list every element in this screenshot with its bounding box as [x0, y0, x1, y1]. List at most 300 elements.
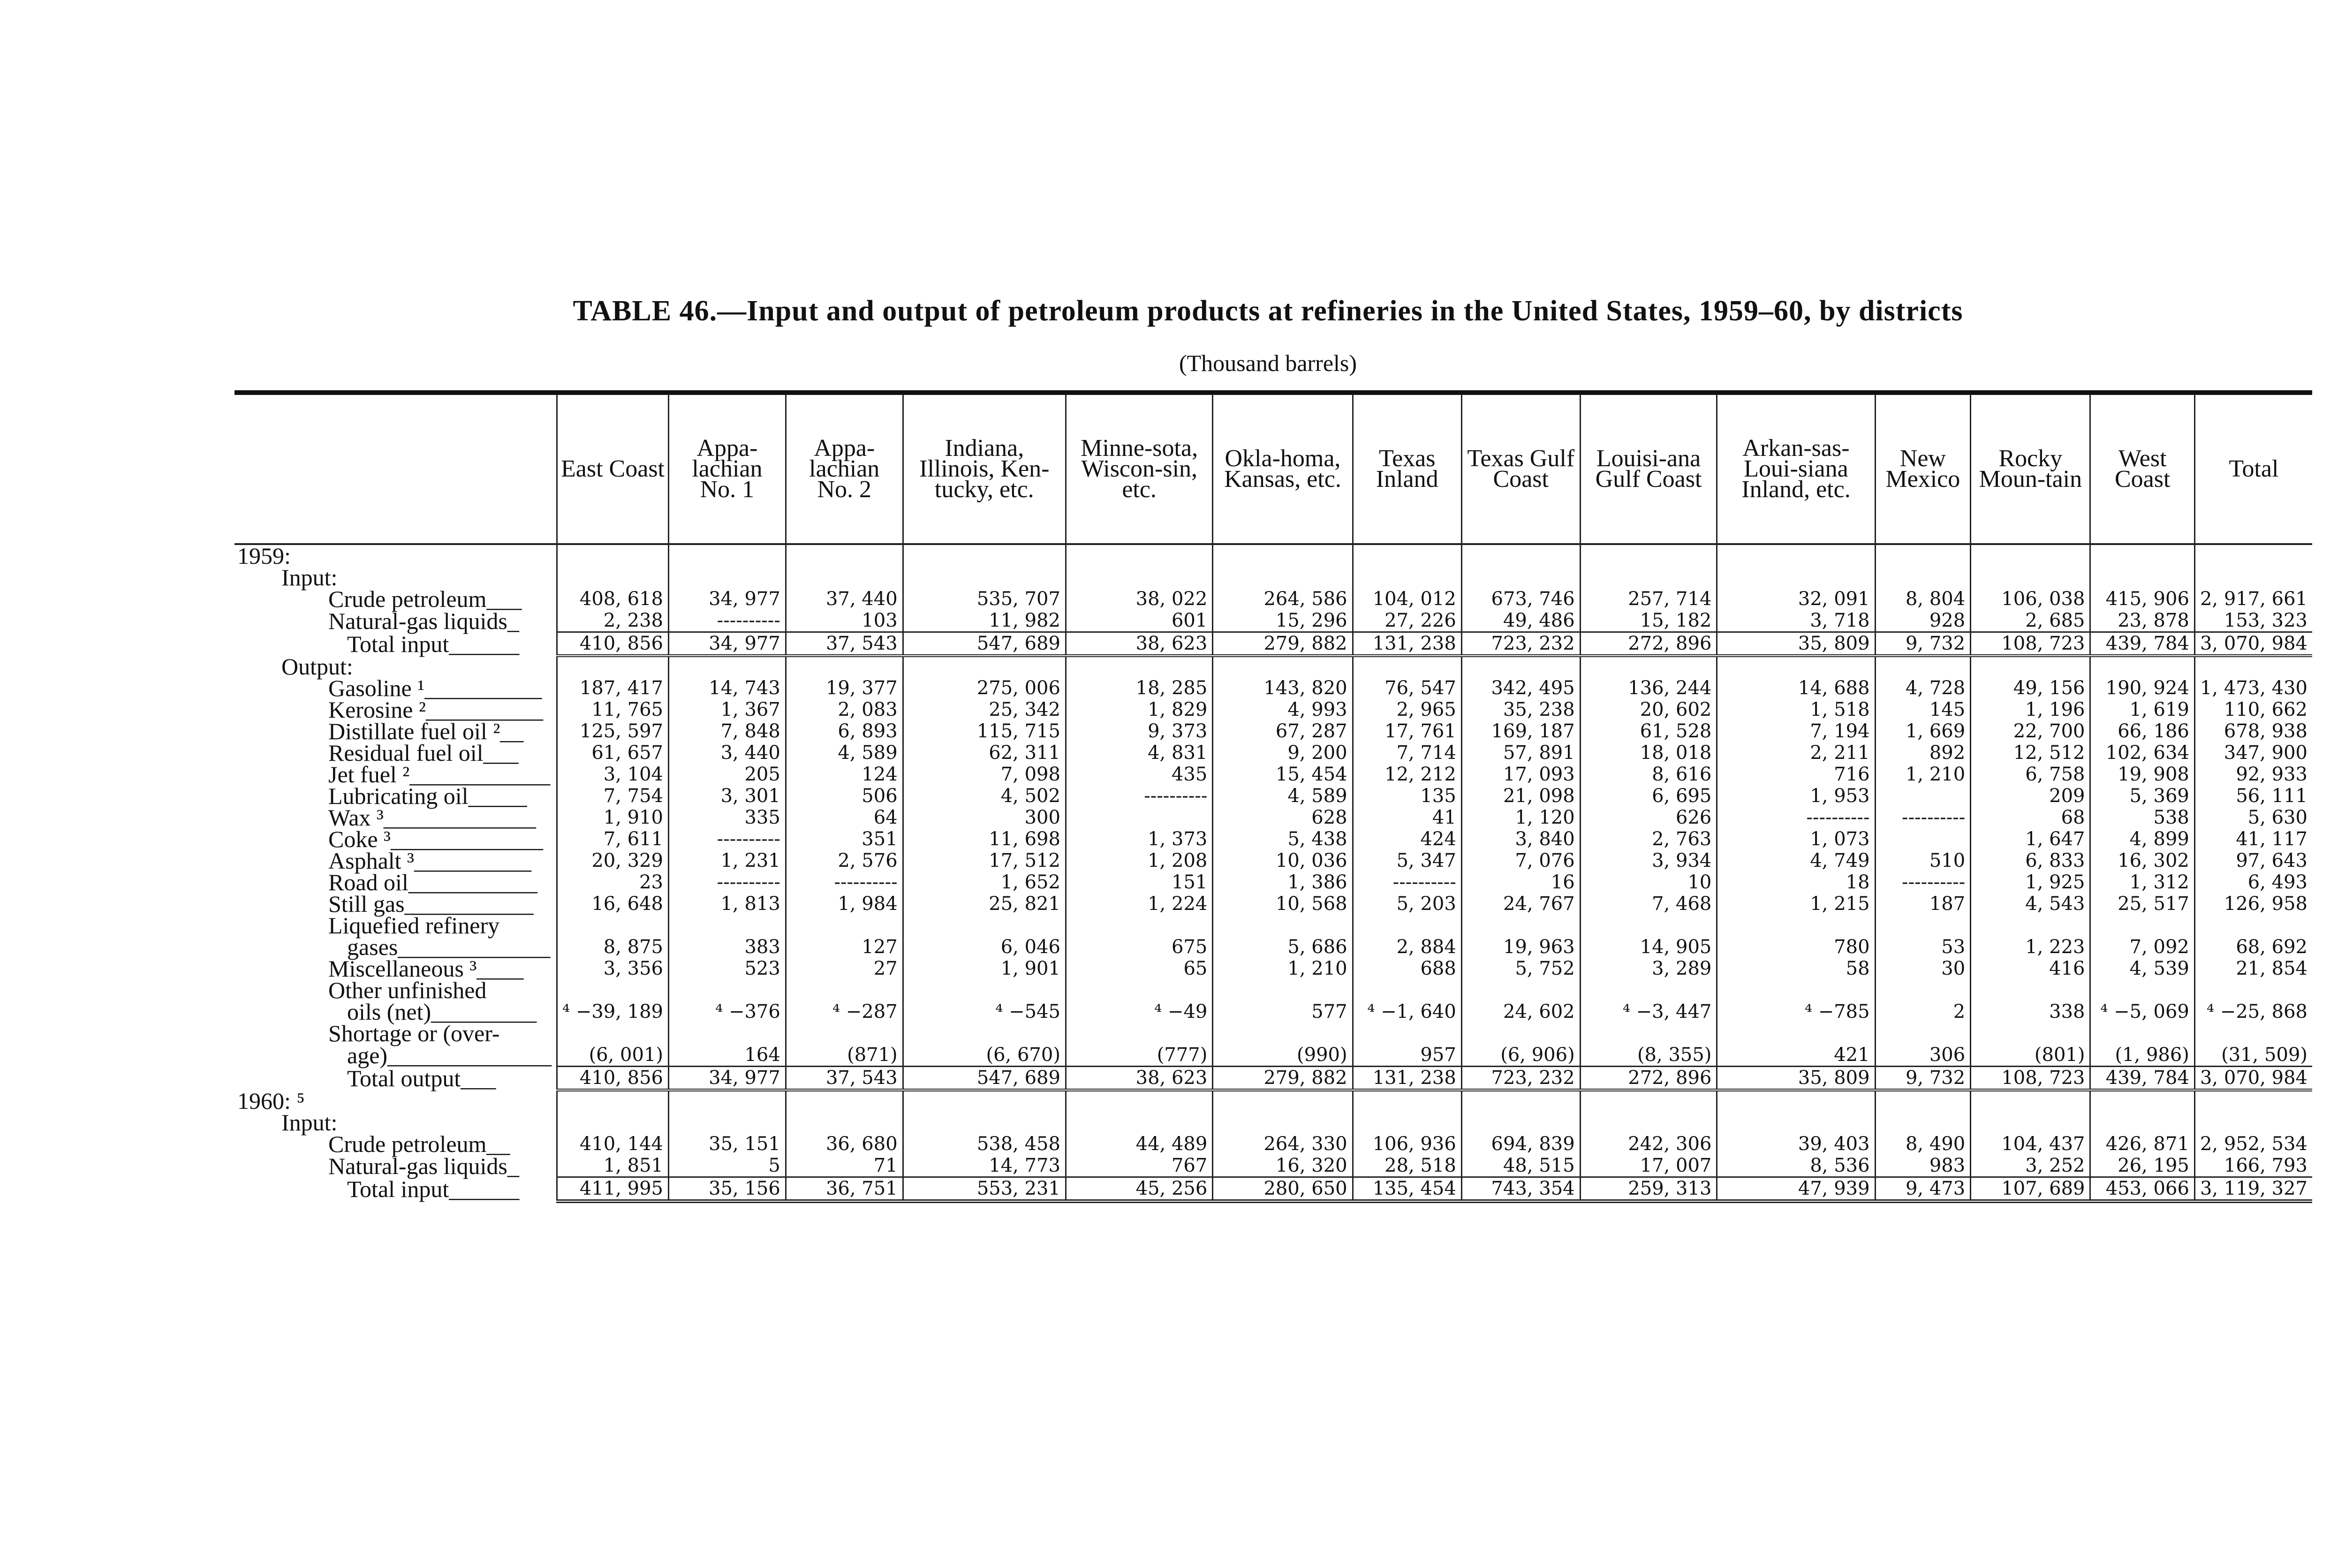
row-label: gases_____________ — [347, 934, 551, 960]
table-row — [234, 764, 2312, 785]
cell-value: 3, 070, 984 — [2194, 632, 2312, 656]
table-row — [234, 588, 2312, 610]
cell-value — [1461, 1090, 1580, 1112]
cell-value: 15, 296 — [1213, 610, 1353, 632]
cell-value: 7, 468 — [1580, 893, 1717, 915]
cell-value: 2, 083 — [786, 699, 903, 720]
cell-value — [786, 1023, 903, 1044]
cell-value — [1213, 915, 1353, 936]
cell-value: 264, 330 — [1213, 1133, 1353, 1155]
cell-value: 535, 707 — [903, 588, 1066, 610]
cell-value — [1875, 785, 1971, 807]
cell-value: ⁴ −785 — [1717, 1001, 1875, 1023]
cell-value: 2, 763 — [1580, 828, 1717, 850]
row-label: Liquefied refinery — [328, 912, 500, 939]
cell-value — [786, 656, 903, 677]
cell-value: 15, 182 — [1580, 610, 1717, 632]
row-label: Still gas___________ — [328, 891, 534, 917]
cell-value: 9, 373 — [1066, 720, 1212, 742]
cell-value: 2, 917, 661 — [2194, 588, 2312, 610]
cell-value: 510 — [1875, 850, 1971, 871]
cell-value: 410, 856 — [557, 1067, 669, 1091]
cell-value: 426, 871 — [2090, 1133, 2194, 1155]
table-row — [234, 1090, 2312, 1112]
cell-value: 16 — [1461, 871, 1580, 893]
cell-value: 411, 995 — [557, 1177, 669, 1202]
cell-value: 10 — [1580, 871, 1717, 893]
cell-value: 1, 813 — [669, 893, 786, 915]
cell-value: 2, 576 — [786, 850, 903, 871]
cell-value: 1, 652 — [903, 871, 1066, 893]
cell-value: 439, 784 — [2090, 1067, 2194, 1091]
table-header — [234, 393, 2312, 544]
table-row — [234, 871, 2312, 893]
cell-value: 66, 186 — [2090, 720, 2194, 742]
cell-value: 410, 856 — [557, 632, 669, 656]
cell-value: 205 — [669, 764, 786, 785]
cell-value: ⁴ −5, 069 — [2090, 1001, 2194, 1023]
cell-value: 1, 215 — [1717, 893, 1875, 915]
cell-value — [669, 1112, 786, 1133]
cell-value: 131, 238 — [1353, 1067, 1461, 1091]
cell-value: 65 — [1066, 958, 1212, 979]
cell-value — [669, 656, 786, 677]
cell-value: 12, 212 — [1353, 764, 1461, 785]
row-label: Asphalt ³__________ — [328, 848, 532, 874]
cell-value — [1875, 544, 1971, 567]
cell-value — [1066, 979, 1212, 1001]
table-row — [234, 979, 2312, 1001]
row-label: Shortage or (over- — [328, 1020, 500, 1046]
row-label: 1959: — [237, 543, 291, 569]
cell-value — [1971, 1090, 2090, 1112]
cell-value: 76, 547 — [1353, 677, 1461, 699]
cell-value — [557, 1112, 669, 1133]
cell-value: 1, 647 — [1971, 828, 2090, 850]
cell-value: 19, 963 — [1461, 936, 1580, 958]
header-stub — [234, 393, 557, 544]
cell-value: 300 — [903, 807, 1066, 828]
cell-value: 983 — [1875, 1155, 1971, 1177]
column-header: Total — [2194, 393, 2312, 544]
cell-value — [669, 567, 786, 588]
table-row — [234, 850, 2312, 871]
cell-value — [1717, 567, 1875, 588]
cell-value: 153, 323 — [2194, 610, 2312, 632]
row-label: Natural-gas liquids_ — [328, 1152, 519, 1179]
cell-value: 125, 597 — [557, 720, 669, 742]
cell-value: 11, 698 — [903, 828, 1066, 850]
column-header: East Coast — [557, 393, 669, 544]
cell-value: 342, 495 — [1461, 677, 1580, 699]
cell-value — [2090, 656, 2194, 677]
cell-value: 135, 454 — [1353, 1177, 1461, 1202]
cell-value: 957 — [1353, 1044, 1461, 1067]
cell-value: 30 — [1875, 958, 1971, 979]
cell-value: 3, 119, 327 — [2194, 1177, 2312, 1202]
cell-value: 1, 984 — [786, 893, 903, 915]
cell-value: 1, 953 — [1717, 785, 1875, 807]
cell-value — [903, 979, 1066, 1001]
row-label: Total output___ — [347, 1065, 496, 1091]
cell-value: 14, 743 — [669, 677, 786, 699]
cell-value: 675 — [1066, 936, 1212, 958]
cell-value: 35, 809 — [1717, 632, 1875, 656]
cell-value — [1580, 915, 1717, 936]
cell-value: 209 — [1971, 785, 2090, 807]
cell-value: 453, 066 — [2090, 1177, 2194, 1202]
cell-value — [903, 915, 1066, 936]
cell-value: 275, 006 — [903, 677, 1066, 699]
cell-value — [1353, 656, 1461, 677]
row-label: Kerosine ²__________ — [328, 697, 543, 723]
cell-value — [2194, 979, 2312, 1001]
cell-value: 124 — [786, 764, 903, 785]
cell-value: 410, 144 — [557, 1133, 669, 1155]
cell-value: 136, 244 — [1580, 677, 1717, 699]
cell-value — [1353, 544, 1461, 567]
cell-value: 628 — [1213, 807, 1353, 828]
cell-value: 6, 493 — [2194, 871, 2312, 893]
cell-value: 1, 210 — [1875, 764, 1971, 785]
cell-value: 626 — [1580, 807, 1717, 828]
cell-value: 36, 751 — [786, 1177, 903, 1202]
cell-value — [1461, 979, 1580, 1001]
cell-value — [2194, 1090, 2312, 1112]
cell-value — [2090, 1023, 2194, 1044]
cell-value: 5, 630 — [2194, 807, 2312, 828]
column-header: Indiana, Illinois, Ken-tucky, etc. — [903, 393, 1066, 544]
table-title: TABLE 46.—Input and output of petroleum products at refineries in the United States, 1959–60, by districts — [573, 295, 1963, 327]
cell-value: 7, 714 — [1353, 742, 1461, 764]
cell-value: 7, 848 — [669, 720, 786, 742]
row-label: Wax ³_____________ — [328, 804, 536, 831]
cell-value: 383 — [669, 936, 786, 958]
cell-value: 39, 403 — [1717, 1133, 1875, 1155]
cell-value: 8, 490 — [1875, 1133, 1971, 1155]
cell-value: 4, 728 — [1875, 677, 1971, 699]
cell-value: 49, 486 — [1461, 610, 1580, 632]
cell-value — [1971, 567, 2090, 588]
row-label: Crude petroleum__ — [328, 1131, 510, 1157]
cell-value: 3, 934 — [1580, 850, 1717, 871]
cell-value: 1, 210 — [1213, 958, 1353, 979]
row-label: Jet fuel ²____________ — [328, 761, 551, 788]
cell-value: ---------- — [669, 610, 786, 632]
cell-value — [786, 567, 903, 588]
cell-value: 3, 289 — [1580, 958, 1717, 979]
cell-value: 110, 662 — [2194, 699, 2312, 720]
cell-value: 1, 208 — [1066, 850, 1212, 871]
cell-value: 187 — [1875, 893, 1971, 915]
cell-value: 8, 616 — [1580, 764, 1717, 785]
cell-value — [1580, 979, 1717, 1001]
cell-value: 64 — [786, 807, 903, 828]
cell-value: 190, 924 — [2090, 677, 2194, 699]
cell-value — [669, 1090, 786, 1112]
table-subtitle: (Thousand barrels) — [1179, 350, 1357, 376]
cell-value: 17, 093 — [1461, 764, 1580, 785]
column-header: Appa-lachian No. 1 — [669, 393, 786, 544]
cell-value: 107, 689 — [1971, 1177, 2090, 1202]
cell-value: 34, 977 — [669, 1067, 786, 1091]
cell-value: 421 — [1717, 1044, 1875, 1067]
row-label: oils (net)_________ — [347, 999, 537, 1025]
cell-value: 67, 287 — [1213, 720, 1353, 742]
cell-value — [1580, 656, 1717, 677]
column-header: West Coast — [2090, 393, 2194, 544]
cell-value: 71 — [786, 1155, 903, 1177]
cell-value: 108, 723 — [1971, 632, 2090, 656]
table-body — [234, 544, 2312, 1201]
cell-value: 9, 732 — [1875, 1067, 1971, 1091]
cell-value: 127 — [786, 936, 903, 958]
cell-value — [1353, 1090, 1461, 1112]
cell-value — [903, 656, 1066, 677]
cell-value — [1066, 1090, 1212, 1112]
cell-value: 1, 073 — [1717, 828, 1875, 850]
cell-value — [1971, 915, 2090, 936]
cell-value: 1, 910 — [557, 807, 669, 828]
cell-value — [1875, 656, 1971, 677]
cell-value — [669, 544, 786, 567]
cell-value: 743, 354 — [1461, 1177, 1580, 1202]
cell-value — [557, 1023, 669, 1044]
table-row — [234, 1177, 2312, 1202]
cell-value — [557, 656, 669, 677]
cell-value: (8, 355) — [1580, 1044, 1717, 1067]
cell-value: 1, 373 — [1066, 828, 1212, 850]
cell-value: 1, 518 — [1717, 699, 1875, 720]
cell-value — [1580, 567, 1717, 588]
table-row — [234, 1001, 2312, 1023]
cell-value: 5, 347 — [1353, 850, 1461, 871]
cell-value: 338 — [1971, 1001, 2090, 1023]
table-row — [234, 1112, 2312, 1133]
cell-value: 35, 151 — [669, 1133, 786, 1155]
cell-value: 5 — [669, 1155, 786, 1177]
table-row — [234, 699, 2312, 720]
cell-value: 49, 156 — [1971, 677, 2090, 699]
cell-value — [1875, 1112, 1971, 1133]
cell-value: 547, 689 — [903, 1067, 1066, 1091]
cell-value: 408, 618 — [557, 588, 669, 610]
cell-value: 279, 882 — [1213, 1067, 1353, 1091]
row-label: Road oil___________ — [328, 869, 537, 895]
cell-value — [786, 1090, 903, 1112]
cell-value — [1353, 979, 1461, 1001]
cell-value: 34, 977 — [669, 632, 786, 656]
cell-value: 4, 589 — [786, 742, 903, 764]
cell-value: 4, 831 — [1066, 742, 1212, 764]
cell-value: 1, 224 — [1066, 893, 1212, 915]
cell-value — [1971, 544, 2090, 567]
cell-value: 2, 965 — [1353, 699, 1461, 720]
table-row — [234, 893, 2312, 915]
cell-value: 259, 313 — [1580, 1177, 1717, 1202]
table-row — [234, 785, 2312, 807]
cell-value: 35, 238 — [1461, 699, 1580, 720]
column-header: Texas Inland — [1353, 393, 1461, 544]
cell-value — [1461, 1112, 1580, 1133]
cell-value: (6, 001) — [557, 1044, 669, 1067]
cell-value: 15, 454 — [1213, 764, 1353, 785]
cell-value: 58 — [1717, 958, 1875, 979]
cell-value: 577 — [1213, 1001, 1353, 1023]
cell-value — [2194, 544, 2312, 567]
column-header: Appa-lachian No. 2 — [786, 393, 903, 544]
cell-value — [1353, 567, 1461, 588]
cell-value: 439, 784 — [2090, 632, 2194, 656]
cell-value: 16, 302 — [2090, 850, 2194, 871]
cell-value: 279, 882 — [1213, 632, 1353, 656]
cell-value — [1717, 544, 1875, 567]
cell-value: (871) — [786, 1044, 903, 1067]
cell-value: 547, 689 — [903, 632, 1066, 656]
cell-value: 6, 695 — [1580, 785, 1717, 807]
cell-value: 97, 643 — [2194, 850, 2312, 871]
row-label: Other unfinished — [328, 977, 487, 1003]
cell-value: 36, 680 — [786, 1133, 903, 1155]
cell-value: 16, 648 — [557, 893, 669, 915]
cell-value — [903, 1023, 1066, 1044]
cell-value: 694, 839 — [1461, 1133, 1580, 1155]
cell-value: 14, 773 — [903, 1155, 1066, 1177]
cell-value: 553, 231 — [903, 1177, 1066, 1202]
cell-value: 4, 539 — [2090, 958, 2194, 979]
cell-value: 25, 821 — [903, 893, 1066, 915]
cell-value: 38, 022 — [1066, 588, 1212, 610]
row-label: Crude petroleum___ — [328, 586, 522, 612]
cell-value — [1875, 915, 1971, 936]
cell-value: 335 — [669, 807, 786, 828]
cell-value: ---------- — [1875, 871, 1971, 893]
cell-value — [669, 1023, 786, 1044]
cell-value — [786, 544, 903, 567]
cell-value: 11, 982 — [903, 610, 1066, 632]
cell-value: 1, 367 — [669, 699, 786, 720]
cell-value: 688 — [1353, 958, 1461, 979]
cell-value: 37, 543 — [786, 1067, 903, 1091]
cell-value: 1, 669 — [1875, 720, 1971, 742]
cell-value: 41 — [1353, 807, 1461, 828]
cell-value — [1717, 1112, 1875, 1133]
cell-value — [2194, 1112, 2312, 1133]
cell-value: 143, 820 — [1213, 677, 1353, 699]
cell-value: 1, 829 — [1066, 699, 1212, 720]
cell-value: 3, 718 — [1717, 610, 1875, 632]
cell-value — [2194, 1023, 2312, 1044]
cell-value: 41, 117 — [2194, 828, 2312, 850]
table-row — [234, 1155, 2312, 1177]
cell-value: ⁴ −287 — [786, 1001, 903, 1023]
cell-value — [1213, 544, 1353, 567]
row-label: Natural-gas liquids_ — [328, 607, 519, 634]
cell-value: (31, 509) — [2194, 1044, 2312, 1067]
cell-value: 106, 038 — [1971, 588, 2090, 610]
row-label: Lubricating oil_____ — [328, 783, 527, 809]
cell-value: 19, 377 — [786, 677, 903, 699]
row-label: Coke ³_____________ — [328, 826, 544, 852]
cell-value — [1875, 1023, 1971, 1044]
cell-value: 108, 723 — [1971, 1067, 2090, 1091]
cell-value — [903, 1090, 1066, 1112]
row-label: Input: — [281, 1109, 338, 1136]
cell-value: 103 — [786, 610, 903, 632]
cell-value: 104, 437 — [1971, 1133, 2090, 1155]
cell-value: 18 — [1717, 871, 1875, 893]
cell-value: 17, 007 — [1580, 1155, 1717, 1177]
cell-value: 164 — [669, 1044, 786, 1067]
cell-value: 1, 851 — [557, 1155, 669, 1177]
cell-value: (777) — [1066, 1044, 1212, 1067]
cell-value — [1066, 915, 1212, 936]
cell-value: 14, 688 — [1717, 677, 1875, 699]
cell-value — [1066, 807, 1212, 828]
cell-value: 115, 715 — [903, 720, 1066, 742]
cell-value: (6, 670) — [903, 1044, 1066, 1067]
cell-value — [1461, 567, 1580, 588]
cell-value: ---------- — [786, 871, 903, 893]
cell-value: 538, 458 — [903, 1133, 1066, 1155]
cell-value: 4, 589 — [1213, 785, 1353, 807]
cell-value: 6, 758 — [1971, 764, 2090, 785]
cell-value: 723, 232 — [1461, 1067, 1580, 1091]
cell-value: 4, 993 — [1213, 699, 1353, 720]
cell-value — [1580, 1090, 1717, 1112]
cell-value: 523 — [669, 958, 786, 979]
table-row — [234, 656, 2312, 677]
cell-value: 1, 386 — [1213, 871, 1353, 893]
cell-value: 166, 793 — [2194, 1155, 2312, 1177]
cell-value: 3, 356 — [557, 958, 669, 979]
cell-value: 892 — [1875, 742, 1971, 764]
cell-value: 23, 878 — [2090, 610, 2194, 632]
cell-value: 62, 311 — [903, 742, 1066, 764]
cell-value: 928 — [1875, 610, 1971, 632]
cell-value: 3, 301 — [669, 785, 786, 807]
cell-value — [1066, 1023, 1212, 1044]
cell-value: 21, 854 — [2194, 958, 2312, 979]
cell-value: 3, 840 — [1461, 828, 1580, 850]
cell-value: 10, 568 — [1213, 893, 1353, 915]
cell-value: 57, 891 — [1461, 742, 1580, 764]
cell-value: 7, 754 — [557, 785, 669, 807]
cell-value: 102, 634 — [2090, 742, 2194, 764]
cell-value: 24, 602 — [1461, 1001, 1580, 1023]
cell-value: 17, 512 — [903, 850, 1066, 871]
cell-value: ---------- — [669, 871, 786, 893]
cell-value — [1875, 828, 1971, 850]
cell-value — [1971, 656, 2090, 677]
cell-value — [1971, 979, 2090, 1001]
cell-value — [2090, 544, 2194, 567]
cell-value: 14, 905 — [1580, 936, 1717, 958]
cell-value: 38, 623 — [1066, 632, 1212, 656]
cell-value — [786, 979, 903, 1001]
cell-value: ⁴ −1, 640 — [1353, 1001, 1461, 1023]
cell-value: 3, 440 — [669, 742, 786, 764]
cell-value: 7, 092 — [2090, 936, 2194, 958]
cell-value — [1213, 1112, 1353, 1133]
cell-value: 6, 046 — [903, 936, 1066, 958]
cell-value — [1353, 1023, 1461, 1044]
cell-value: 45, 256 — [1066, 1177, 1212, 1202]
cell-value: 2, 952, 534 — [2194, 1133, 2312, 1155]
cell-value: 9, 732 — [1875, 632, 1971, 656]
cell-value — [669, 979, 786, 1001]
cell-value: 169, 187 — [1461, 720, 1580, 742]
